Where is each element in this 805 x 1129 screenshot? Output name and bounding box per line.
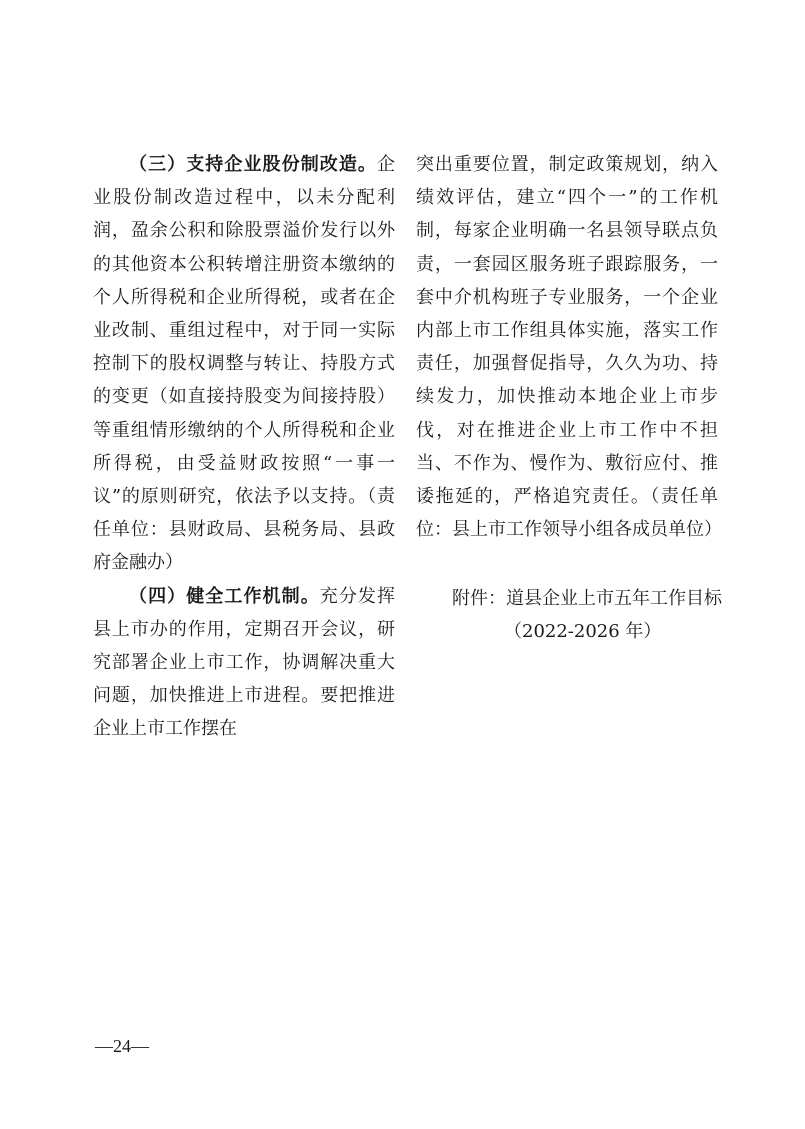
attachment-note bbox=[452, 582, 722, 648]
column-divider bbox=[404, 150, 405, 670]
paragraph-work-mechanism bbox=[93, 580, 395, 746]
page-number: —24— bbox=[95, 1036, 149, 1056]
paragraph-text: 企业股份制改造过程中，以未分配利润，盈余公积和除股票溢价发行以外的其他资本公积转增注册资本缴纳的个人所得税和企业所得税，或者在企业改制、重组过程中，对于同一实际控制下的股权调整与转让、持股方式的变更（如直接持股变为间接持股）等重组情形缴纳的个人所得税和企业所得税，由受益财政按照“一事一议”的原则研究，依法予以支持。（责任单位：县财政局、县税务局、县政府金融办） bbox=[93, 154, 395, 574]
attachment-title: 附件：道县企业上市五年工作目标 bbox=[452, 588, 722, 609]
section-heading-4: （四）健全工作机制。 bbox=[129, 585, 320, 607]
paragraph-work-mechanism-continued: 突出重要位置，制定政策规划，纳入绩效评估，建立“四个一”的工作机制，每家企业明确一名县领导联点负责，一套园区服务班子跟踪服务，一套中介机构班子专业服务，一个企业内部上市工作组具体实施，落实工作责任，加强督促指导，久久为功、持续发力，加快推动本地企业上市步伐，对在推进企业上市工作中不担当、不作为、慢作为、敷衍应付、推诿拖延的，严格追究责任。（责任单位：县上市工作领导小组各成员单位） bbox=[416, 154, 722, 541]
section-heading-3: （三）支持企业股份制改造。 bbox=[129, 154, 377, 175]
paragraph-text: 充分发挥县上市办的作用，定期召开会议，研究部署企业上市工作，协调解决重大问题，加快推进上市进程。要把推进企业上市工作摆在 bbox=[93, 585, 396, 740]
paragraph-support-shareholding-reform bbox=[93, 148, 395, 580]
left-column bbox=[93, 148, 395, 746]
attachment-years: （2022-2026 年） bbox=[504, 621, 662, 642]
right-column bbox=[416, 148, 722, 546]
